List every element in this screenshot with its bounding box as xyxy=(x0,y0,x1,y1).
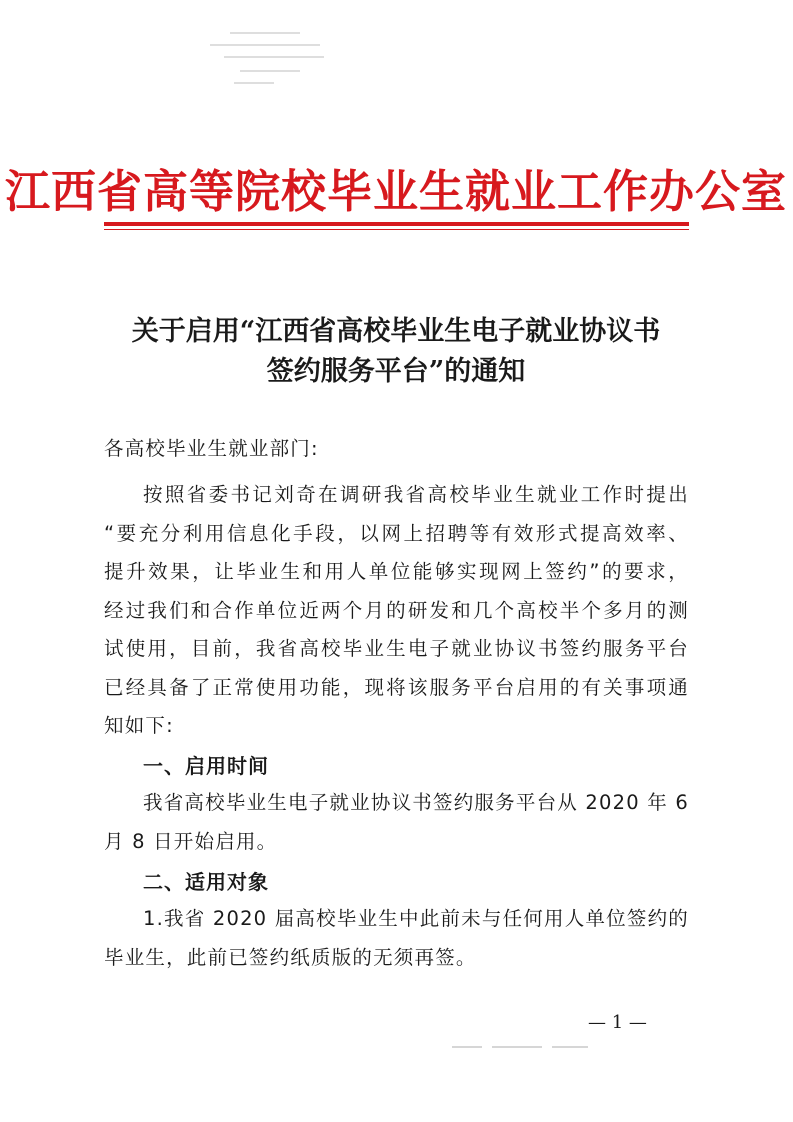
salutation: 各高校毕业生就业部门: xyxy=(104,437,319,460)
section-heading-1: 一、启用时间 xyxy=(143,754,269,778)
body-line: 已经具备了正常使用功能，现将该服务平台启用的有关事项通 xyxy=(104,675,689,699)
body-line: 毕业生，此前已签约纸质版的无须再签。 xyxy=(104,945,477,969)
body-line: 提升效果，让毕业生和用人单位能够实现网上签约”的要求， xyxy=(104,560,689,583)
scan-artifact xyxy=(210,26,340,88)
body-line: 试使用，目前，我省高校毕业生电子就业协议书签约服务平台 xyxy=(104,637,689,660)
letterhead-red-rule-thin xyxy=(104,229,689,230)
document-title xyxy=(96,312,696,392)
scan-artifact xyxy=(452,1042,592,1052)
letterhead-red-rule xyxy=(104,222,689,226)
body-line: 月 8 日开始启用。 xyxy=(104,829,278,853)
title-line-2: 签约服务平台”的通知 xyxy=(266,356,526,387)
page-number: — 1 — xyxy=(588,1012,647,1033)
title-line-1: 关于启用“江西省高校毕业生电子就业协议书 xyxy=(131,316,661,347)
body-line: 我省高校毕业生电子就业协议书签约服务平台从 2020 年 6 xyxy=(143,791,689,814)
body-line: 按照省委书记刘奇在调研我省高校毕业生就业工作时提出 xyxy=(143,483,689,506)
body-line: 1.我省 2020 届高校毕业生中此前未与任何用人单位签约的 xyxy=(143,907,689,930)
body-line: 经过我们和合作单位近两个月的研发和几个高校半个多月的测 xyxy=(104,598,689,622)
section-heading-2: 二、适用对象 xyxy=(143,870,269,894)
letterhead-organization: 江西省高等院校毕业生就业工作办公室 xyxy=(5,164,788,218)
body-line: “要充分利用信息化手段，以网上招聘等有效形式提高效率、 xyxy=(104,521,689,545)
body-line: 知如下: xyxy=(104,714,174,737)
